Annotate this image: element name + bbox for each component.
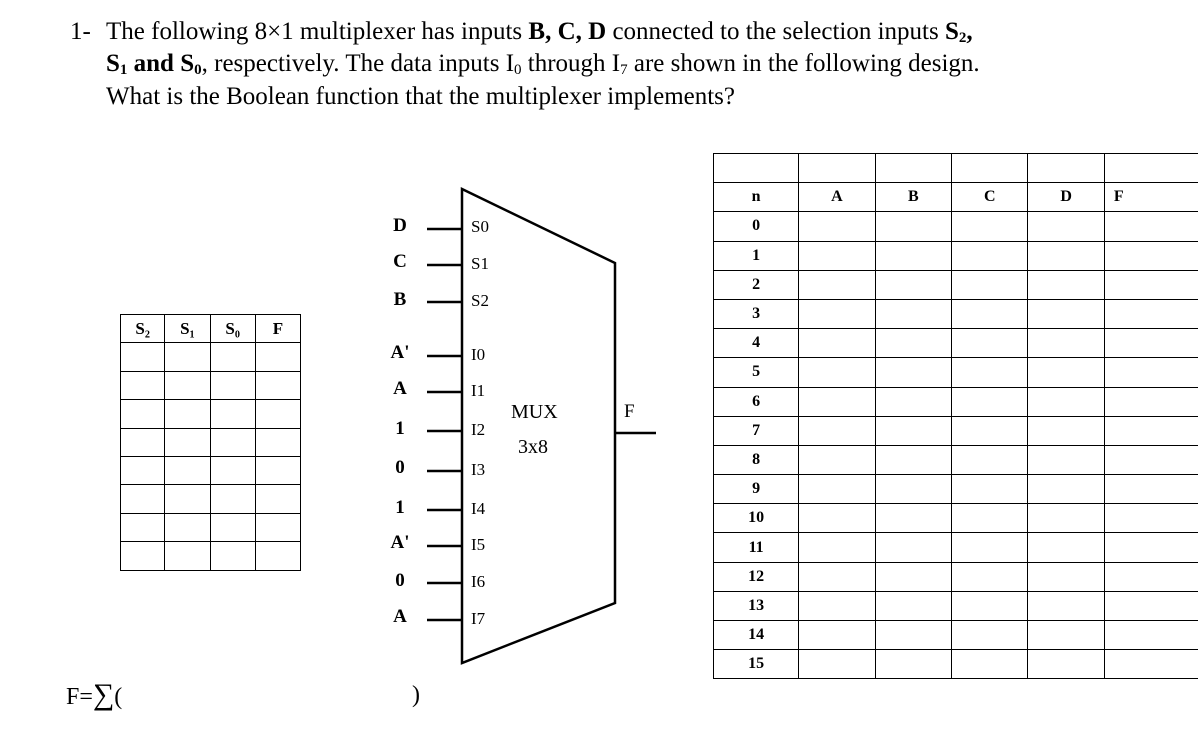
row-index: 13	[714, 591, 799, 620]
table-cell[interactable]	[1104, 562, 1198, 591]
table-cell[interactable]	[799, 445, 875, 474]
header-a: A	[799, 183, 875, 212]
row-index: 11	[714, 533, 799, 562]
table-cell[interactable]	[1104, 533, 1198, 562]
row-index: 9	[714, 475, 799, 504]
row-index: 5	[714, 358, 799, 387]
table-cell[interactable]	[799, 416, 875, 445]
table-cell[interactable]	[1104, 299, 1198, 328]
table-cell[interactable]	[952, 212, 1028, 241]
table-cell[interactable]	[1028, 416, 1104, 445]
data-wires	[427, 356, 462, 620]
port-i7: I7	[471, 609, 486, 628]
mux-output-label: F	[624, 401, 635, 422]
table-cell[interactable]	[875, 533, 951, 562]
table-cell[interactable]	[952, 416, 1028, 445]
table-row	[714, 329, 1198, 358]
table-cell[interactable]	[799, 358, 875, 387]
table-cell[interactable]	[1028, 212, 1104, 241]
table-cell[interactable]	[799, 650, 875, 679]
table-cell	[799, 154, 875, 183]
table-cell[interactable]	[1104, 241, 1198, 270]
header-f: F	[255, 315, 300, 343]
port-i6: I6	[471, 572, 486, 591]
table-cell[interactable]	[799, 241, 875, 270]
table-row	[714, 270, 1198, 299]
row-index: 10	[714, 504, 799, 533]
table-cell[interactable]	[952, 358, 1028, 387]
row-index: 3	[714, 299, 799, 328]
port-s0: S0	[471, 217, 489, 236]
row-index: 1	[714, 241, 799, 270]
table-cell[interactable]	[1104, 358, 1198, 387]
table-cell[interactable]	[1028, 445, 1104, 474]
table-cell[interactable]	[875, 562, 951, 591]
port-s2: S2	[471, 291, 489, 310]
header-s1: S₁	[165, 315, 210, 343]
question-number: 1-	[70, 18, 91, 45]
table-cell[interactable]	[799, 270, 875, 299]
question-line-1: The following 8×1 multiplexer has inputs B, C, D connected to the selection inputs $S_2$,	[106, 18, 973, 46]
table-cell[interactable]	[1028, 650, 1104, 679]
question-line-3: What is the Boolean function that the multiplexer implements?	[106, 83, 736, 110]
table-cell[interactable]	[875, 650, 951, 679]
data-signal-i4: 1	[395, 497, 405, 518]
table-row	[714, 562, 1198, 591]
row-index: 2	[714, 270, 799, 299]
table-row	[714, 212, 1198, 241]
port-i5: I5	[471, 535, 486, 554]
table-cell[interactable]	[952, 650, 1028, 679]
table-cell[interactable]	[952, 241, 1028, 270]
table-cell[interactable]	[875, 212, 951, 241]
table-row	[714, 445, 1198, 474]
row-index: 7	[714, 416, 799, 445]
table-cell[interactable]	[1028, 533, 1104, 562]
table-cell[interactable]	[1028, 387, 1104, 416]
table-cell[interactable]	[952, 504, 1028, 533]
formula-open-paren: (	[114, 684, 123, 710]
table-cell[interactable]	[1028, 329, 1104, 358]
select-signal-c: C	[393, 251, 407, 272]
header-b: B	[875, 183, 951, 212]
table-cell[interactable]	[1104, 387, 1198, 416]
table-cell[interactable]	[1104, 475, 1198, 504]
table-cell[interactable]	[1028, 270, 1104, 299]
table-row	[714, 358, 1198, 387]
table-cell	[1028, 154, 1104, 183]
port-s1: S1	[471, 254, 489, 273]
function-truth-table	[713, 153, 1198, 679]
table-cell[interactable]	[952, 270, 1028, 299]
row-index: 14	[714, 621, 799, 650]
table-cell[interactable]	[875, 358, 951, 387]
table-row	[714, 533, 1198, 562]
select-signal-d: D	[393, 215, 407, 236]
data-signal-i0: A'	[390, 342, 410, 363]
question-line-2: $S_1$ and $S_0$, respectively. The data inputs $I_0$ through $I_7$ are shown in the following design.	[106, 50, 980, 78]
data-signal-i7: A	[393, 606, 407, 627]
formula	[66, 678, 122, 712]
table-row	[714, 241, 1198, 270]
table-cell[interactable]	[952, 591, 1028, 620]
table-cell[interactable]	[1028, 475, 1104, 504]
table-cell[interactable]	[875, 270, 951, 299]
table-cell[interactable]	[952, 475, 1028, 504]
table-cell[interactable]	[799, 621, 875, 650]
table-row	[714, 299, 1198, 328]
table-cell[interactable]	[1104, 650, 1198, 679]
truth-table-blank-row	[714, 154, 1198, 183]
table-cell[interactable]	[875, 445, 951, 474]
table-cell[interactable]	[875, 504, 951, 533]
table-row	[714, 591, 1198, 620]
table-cell[interactable]	[1104, 504, 1198, 533]
table-cell[interactable]	[875, 416, 951, 445]
table-cell[interactable]	[1028, 299, 1104, 328]
header-d: D	[1028, 183, 1104, 212]
table-cell[interactable]	[1028, 591, 1104, 620]
truth-table-header	[714, 183, 1198, 212]
table-cell[interactable]	[1104, 621, 1198, 650]
table-cell[interactable]	[952, 299, 1028, 328]
port-i1: I1	[471, 381, 486, 400]
port-i4: I4	[471, 499, 486, 518]
table-cell	[875, 154, 951, 183]
table-cell[interactable]	[799, 299, 875, 328]
table-cell[interactable]	[952, 445, 1028, 474]
table-cell[interactable]	[875, 475, 951, 504]
table-cell[interactable]	[952, 329, 1028, 358]
table-cell[interactable]	[952, 387, 1028, 416]
table-row	[714, 416, 1198, 445]
table-row	[714, 621, 1198, 650]
table-cell[interactable]	[875, 621, 951, 650]
table-cell[interactable]	[1104, 212, 1198, 241]
header-f: F	[1104, 183, 1198, 212]
table-row	[714, 504, 1198, 533]
row-index: 15	[714, 650, 799, 679]
table-cell[interactable]	[799, 562, 875, 591]
table-cell[interactable]	[952, 533, 1028, 562]
table-cell[interactable]	[1104, 445, 1198, 474]
table-cell[interactable]	[799, 475, 875, 504]
table-cell[interactable]	[1028, 562, 1104, 591]
table-cell[interactable]	[1028, 621, 1104, 650]
table-cell[interactable]	[1104, 591, 1198, 620]
table-row	[714, 475, 1198, 504]
data-signal-i3: 0	[395, 457, 405, 478]
table-cell[interactable]	[1104, 416, 1198, 445]
table-cell[interactable]	[1028, 504, 1104, 533]
port-i3: I3	[471, 460, 486, 479]
header-s2: S₂	[121, 315, 165, 343]
table-cell[interactable]	[875, 241, 951, 270]
data-signal-i5: A'	[390, 532, 410, 553]
table-cell[interactable]	[875, 387, 951, 416]
data-signal-i1: A	[393, 378, 407, 399]
table-cell[interactable]	[952, 621, 1028, 650]
table-cell[interactable]	[799, 591, 875, 620]
table-cell[interactable]	[1028, 358, 1104, 387]
row-index: 8	[714, 445, 799, 474]
table-cell[interactable]	[1028, 241, 1104, 270]
port-i2: I2	[471, 420, 486, 439]
formula-close-paren: )	[412, 682, 420, 708]
select-wires	[427, 229, 462, 302]
mux-size: 3x8	[518, 436, 548, 458]
table-cell[interactable]	[875, 591, 951, 620]
table-row	[714, 650, 1198, 679]
header-n: n	[714, 183, 799, 212]
table-cell	[714, 154, 799, 183]
formula-prefix: F=	[66, 684, 93, 710]
table-cell[interactable]	[875, 329, 951, 358]
header-c: C	[952, 183, 1028, 212]
table-cell[interactable]	[799, 387, 875, 416]
table-cell	[1104, 154, 1198, 183]
table-cell[interactable]	[799, 504, 875, 533]
table-cell[interactable]	[799, 329, 875, 358]
mux-title: MUX	[511, 401, 558, 423]
sigma-icon: ∑	[92, 678, 115, 711]
table-cell	[952, 154, 1028, 183]
row-index: 6	[714, 387, 799, 416]
row-index: 0	[714, 212, 799, 241]
data-signal-i2: 1	[395, 418, 405, 439]
table-cell[interactable]	[799, 212, 875, 241]
table-row	[714, 387, 1198, 416]
row-index: 12	[714, 562, 799, 591]
row-index: 4	[714, 329, 799, 358]
table-cell[interactable]	[799, 533, 875, 562]
table-cell[interactable]	[1104, 270, 1198, 299]
port-i0: I0	[471, 345, 486, 364]
header-s0: S₀	[210, 315, 255, 343]
data-signal-i6: 0	[395, 570, 405, 591]
table-cell[interactable]	[952, 562, 1028, 591]
table-cell[interactable]	[875, 299, 951, 328]
table-cell[interactable]	[1104, 329, 1198, 358]
select-signal-b: B	[393, 289, 407, 310]
